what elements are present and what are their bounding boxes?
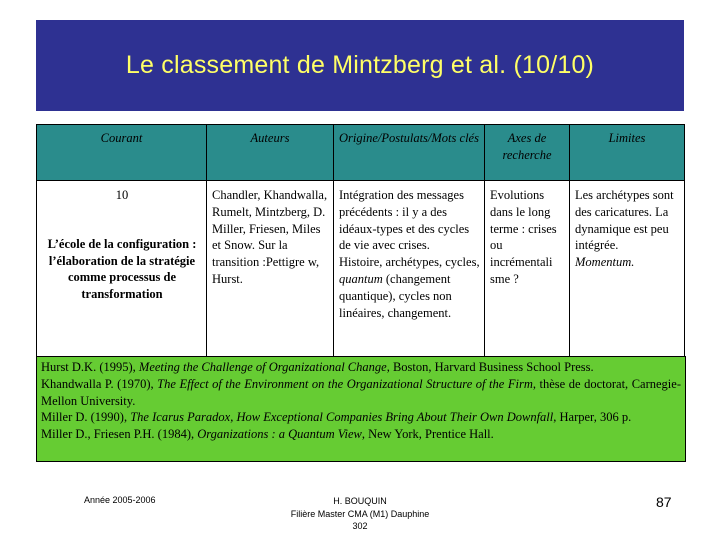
cell-courant [37, 181, 207, 362]
classification-table [36, 124, 685, 362]
origine-line1: Intégration des messages précédents : il y a des idéaux-types et des cycles de vie avec crises. [339, 188, 470, 253]
reference-item: Miller D., Friesen P.H. (1984), Organizations : a Quantum View, New York, Prentice Hall. [41, 427, 494, 442]
reference-item: Khandwalla P. (1970), The Effect of the Environment on the Organizational Structure of the Firm, thèse de doctorat, Carnegie-Mellon University. [41, 376, 681, 408]
origine-line2-end: (changement quantique), cycles non linéaires, changement. [339, 271, 452, 320]
origine-line2-start: Histoire, archétypes, cycles, [339, 255, 480, 270]
courant-number: 10 [115, 188, 129, 202]
reference-item: Hurst D.K. (1995), Meeting the Challenge of Organizational Change, Boston, Harvard Business School Press. [41, 360, 594, 374]
reference-item: Miller D. (1990), The Icarus Paradox, How Exceptional Companies Bring About Their Own Downfall, Harper, 306 p. [41, 410, 632, 425]
auteurs-main: Chandler, Khandwalla, Rumelt, Mintzberg, D. Miller, Friesen, Miles et Snow. [212, 188, 328, 253]
cell-origine [334, 181, 485, 362]
limites-momentum: Momentum. [575, 255, 635, 270]
header-axes: Axes de recherche [485, 125, 570, 181]
header-auteurs: Auteurs [207, 125, 334, 181]
footer-program: Filière Master CMA (M1) Dauphine [290, 508, 430, 519]
limites-text: Les archétypes sont des caricatures. La dynamique est peu intégrée. [575, 188, 674, 253]
table-row [37, 181, 685, 362]
header-limites: Limites [570, 125, 685, 181]
cell-axes: Evolutions dans le long terme : crises ou incrémentali sme ? [485, 181, 570, 362]
header-origine: Origine/Postulats/Mots clés [334, 125, 485, 181]
slide-title: Le classement de Mintzberg et al. (10/10) [125, 51, 595, 79]
origine-quantum: quantum [339, 271, 383, 286]
footer-year: Année 2005-2006 [84, 495, 156, 505]
auteurs-transition: Sur la transition :Pettigre w, Hurst. [212, 238, 320, 286]
page-number: 87 [656, 494, 672, 510]
title-bar [36, 20, 684, 111]
footer-room: 302 [352, 521, 368, 531]
cell-limites [570, 181, 685, 362]
footer-author-block [260, 495, 460, 533]
cell-auteurs [207, 181, 334, 362]
footer-author: H. BOUQUIN [333, 496, 387, 506]
references-box [36, 356, 686, 462]
table-header-row [37, 125, 685, 181]
courant-label: L’école de la configuration : l’élaboration de la stratégie comme processus de transformation [47, 236, 197, 302]
header-courant: Courant [37, 125, 207, 181]
